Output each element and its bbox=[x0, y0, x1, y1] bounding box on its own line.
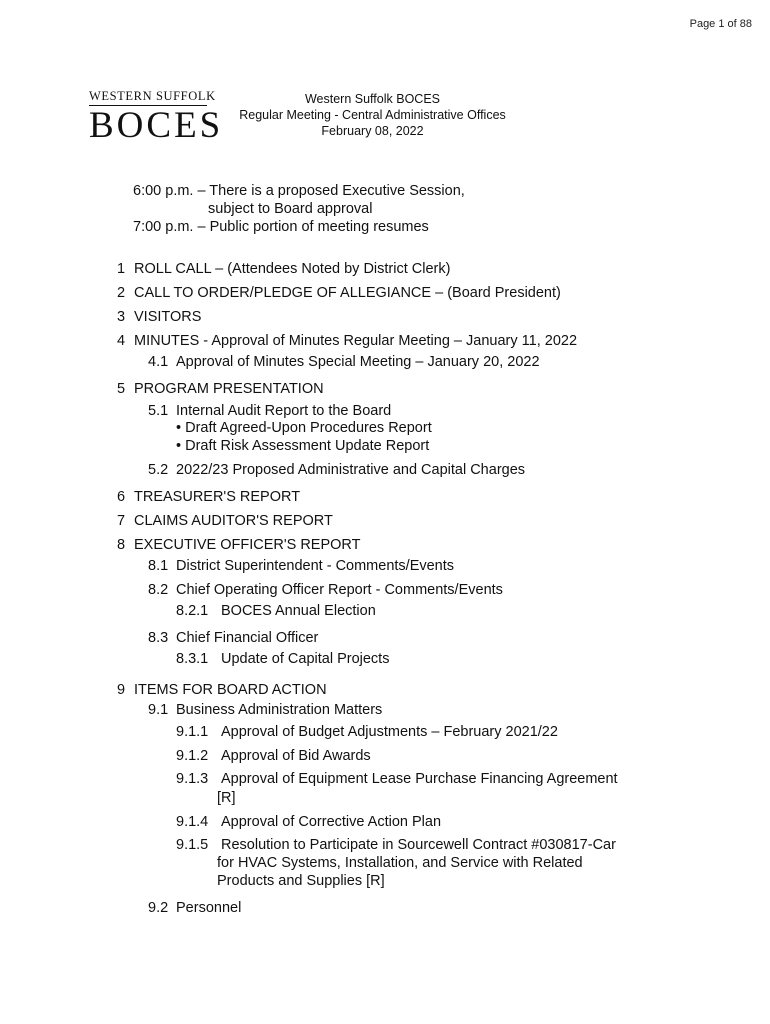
agenda-item-text: BOCES Annual Election bbox=[221, 603, 376, 619]
logo-top-text: WESTERN SUFFOLK bbox=[89, 89, 207, 106]
agenda-item bbox=[117, 285, 561, 301]
agenda-subsubitem bbox=[176, 837, 616, 853]
agenda-item-number: 5.1 bbox=[148, 403, 169, 419]
agenda-item-number: 9 bbox=[117, 682, 126, 698]
agenda-subitem bbox=[148, 462, 525, 478]
agenda-item-number: 4 bbox=[117, 333, 126, 349]
agenda-item-number: 9.1.1 bbox=[176, 724, 209, 740]
agenda-item-number: 5.2 bbox=[148, 462, 169, 478]
agenda-item-number: 8 bbox=[117, 537, 126, 553]
agenda-continuation: for HVAC Systems, Installation, and Service with Related bbox=[217, 855, 583, 871]
agenda-item-text: TREASURER'S REPORT bbox=[134, 489, 301, 505]
agenda-item-number: 9.1.2 bbox=[176, 748, 209, 764]
agenda-item-number: 6 bbox=[117, 489, 126, 505]
agenda-subsubitem bbox=[176, 748, 371, 764]
header-meeting: Regular Meeting - Central Administrative Offices bbox=[239, 108, 506, 122]
agenda-item-text: Business Administration Matters bbox=[176, 702, 383, 718]
agenda-item-text: ROLL CALL – (Attendees Noted by District Clerk) bbox=[134, 261, 451, 277]
agenda-bullet: • Draft Risk Assessment Update Report bbox=[176, 438, 430, 454]
agenda-item-text: EXECUTIVE OFFICER'S REPORT bbox=[134, 537, 361, 553]
agenda-item-text: ITEMS FOR BOARD ACTION bbox=[134, 682, 327, 698]
agenda-item-text: Approval of Bid Awards bbox=[221, 748, 371, 764]
agenda-item-text: Resolution to Participate in Sourcewell Contract #030817-Car bbox=[221, 837, 616, 853]
agenda-item-text: Approval of Budget Adjustments – February 2021/22 bbox=[221, 724, 558, 740]
agenda-subsubitem bbox=[176, 651, 389, 667]
logo-main-text: BOCES bbox=[89, 105, 224, 146]
agenda-item-text: Update of Capital Projects bbox=[221, 651, 390, 667]
agenda-item-text: Chief Financial Officer bbox=[176, 630, 319, 646]
agenda-item-number: 9.2 bbox=[148, 900, 169, 916]
agenda-item-number: 8.2.1 bbox=[176, 603, 209, 619]
agenda-item-text: Approval of Minutes Special Meeting – January 20, 2022 bbox=[176, 354, 540, 370]
agenda-subsubitem bbox=[176, 814, 441, 830]
document-header bbox=[225, 91, 520, 139]
agenda-item-number: 8.1 bbox=[148, 558, 169, 574]
agenda-item-text: Approval of Equipment Lease Purchase Financing Agreement bbox=[221, 771, 618, 787]
agenda-item-number: 5 bbox=[117, 381, 126, 397]
agenda-item-text: District Superintendent - Comments/Events bbox=[176, 558, 455, 574]
agenda-continuation: [R] bbox=[217, 790, 236, 806]
agenda-continuation: Products and Supplies [R] bbox=[217, 873, 385, 889]
agenda-item-number: 7 bbox=[117, 513, 126, 529]
agenda-item-number: 8.3 bbox=[148, 630, 169, 646]
schedule-line-public: 7:00 p.m. – Public portion of meeting resumes bbox=[133, 219, 429, 235]
agenda-item-text: Internal Audit Report to the Board bbox=[176, 403, 392, 419]
agenda-item-number: 8.3.1 bbox=[176, 651, 209, 667]
agenda-subitem bbox=[148, 558, 454, 574]
agenda-item bbox=[117, 309, 201, 325]
agenda-item-text: VISITORS bbox=[134, 309, 202, 325]
agenda-item bbox=[117, 381, 324, 397]
schedule-line-approval: subject to Board approval bbox=[208, 201, 373, 217]
agenda-subitem bbox=[148, 582, 503, 598]
agenda-item-number: 9.1.3 bbox=[176, 771, 209, 787]
agenda-item-text: Personnel bbox=[176, 900, 242, 916]
agenda-item bbox=[117, 261, 450, 277]
agenda-bullet: • Draft Agreed-Upon Procedures Report bbox=[176, 420, 432, 436]
agenda-item-text: PROGRAM PRESENTATION bbox=[134, 381, 324, 397]
agenda-item-number: 4.1 bbox=[148, 354, 169, 370]
agenda-item-text: Chief Operating Officer Report - Comments/Events bbox=[176, 582, 503, 598]
agenda-item bbox=[117, 537, 360, 553]
agenda-item bbox=[117, 333, 577, 349]
agenda-subsubitem bbox=[176, 603, 376, 619]
agenda-item-number: 9.1 bbox=[148, 702, 169, 718]
agenda-item-number: 1 bbox=[117, 261, 126, 277]
agenda-item-text: CALL TO ORDER/PLEDGE OF ALLEGIANCE – (Board President) bbox=[134, 285, 561, 301]
agenda-item bbox=[117, 682, 327, 698]
agenda-subitem bbox=[148, 702, 382, 718]
agenda-item-text: CLAIMS AUDITOR'S REPORT bbox=[134, 513, 333, 529]
schedule-line-executive: 6:00 p.m. – There is a proposed Executive Session, bbox=[133, 183, 465, 199]
agenda-item-text: 2022/23 Proposed Administrative and Capital Charges bbox=[176, 462, 526, 478]
agenda-subitem bbox=[148, 354, 540, 370]
agenda-item-text: MINUTES - Approval of Minutes Regular Meeting – January 11, 2022 bbox=[134, 333, 578, 349]
agenda-item-number: 2 bbox=[117, 285, 126, 301]
agenda-item-text: Approval of Corrective Action Plan bbox=[221, 814, 442, 830]
header-org: Western Suffolk BOCES bbox=[304, 92, 440, 106]
agenda-item bbox=[117, 513, 333, 529]
agenda-item-number: 9.1.4 bbox=[176, 814, 209, 830]
agenda-subsubitem bbox=[176, 771, 618, 787]
header-date: February 08, 2022 bbox=[321, 124, 424, 138]
agenda-item bbox=[117, 489, 300, 505]
agenda-subitem bbox=[148, 403, 391, 419]
agenda-subitem bbox=[148, 900, 241, 916]
agenda-subitem bbox=[148, 630, 318, 646]
agenda-item-number: 3 bbox=[117, 309, 126, 325]
agenda-item-number: 8.2 bbox=[148, 582, 169, 598]
agenda-item-number: 9.1.5 bbox=[176, 837, 209, 853]
agenda-subsubitem bbox=[176, 724, 558, 740]
boces-logo bbox=[89, 89, 224, 146]
page-number: Page 1 of 88 bbox=[689, 18, 752, 30]
